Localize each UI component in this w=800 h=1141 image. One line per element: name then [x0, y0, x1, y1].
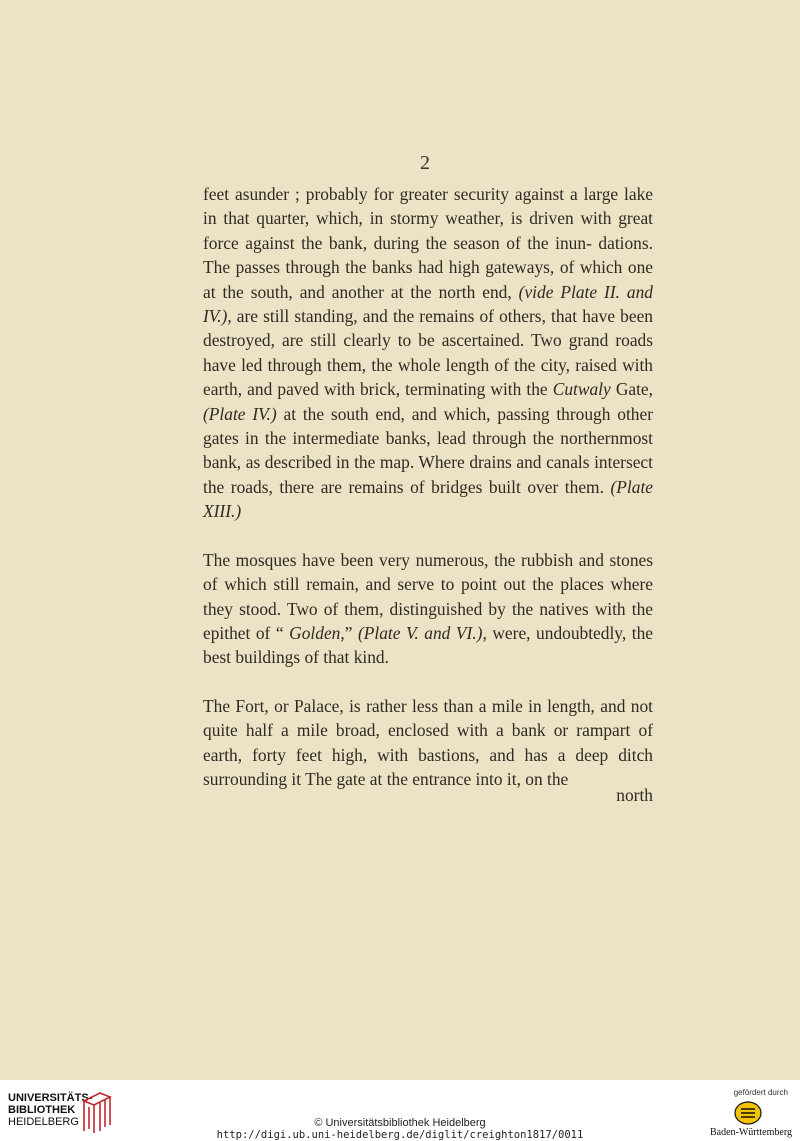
text-run: ” [344, 622, 358, 643]
italic-run: (Plate V. and VI.) [357, 622, 483, 643]
library-name-line1: UNIVERSITÄTS- [8, 1092, 93, 1104]
body-text [203, 182, 653, 815]
paragraph-1 [203, 182, 653, 524]
italic-run: (vide Plate II. and IV.) [203, 281, 653, 327]
library-name-line2: BIBLIOTHEK [8, 1104, 76, 1116]
page-number: 2 [420, 152, 430, 174]
text-run: , are still standing, and the remains of others, that have been destroyed, are still clearly to be ascertained. Two grand roads have led through them, the whole length of the city, raised with earth, and paved with brick, terminating with the [203, 306, 653, 400]
text-run: , were, undoubtedly, the best buildings of that kind. [203, 622, 654, 668]
baden-wuerttemberg-crest-icon [733, 1100, 763, 1126]
sponsor-name: Baden-Württemberg [709, 1127, 792, 1138]
italic-run: (Plate XIII.) [203, 476, 653, 522]
library-name-line3: HEIDELBERG [8, 1116, 79, 1128]
italic-run: Cutwaly [552, 379, 611, 400]
text-run: The mosques have been very numerous, the rubbish and stones of which still remain, and serve to point out the places where they stood. Two of them, distinguished by the natives with the epithet of “ [203, 549, 653, 643]
paragraph-3 [203, 694, 653, 792]
italic-run: Golden, [289, 622, 345, 643]
catchword: north [616, 785, 653, 805]
source-url-link[interactable]: http://digi.ub.uni-heidelberg.de/diglit/creighton1817/0011 [216, 1129, 584, 1141]
text-run: at the south end, and which, passing through other gates in the intermediate banks, lead through the northernmost bank, as described in the map. Where drains and canals intersect the roads, there are remains of bridges built over them. [203, 403, 654, 497]
copyright-notice: © Universitätsbibliothek Heidelberg [314, 1117, 486, 1129]
text-run: The Fort, or Palace, is rather less than a mile in length, and not quite half a mile broad, enclosed with a bank or rampart of earth, forty feet high, with bastions, and has a deep ditch surrounding it The gate at the entrance into it, on the [203, 695, 653, 789]
paragraph-2 [203, 548, 653, 670]
italic-run: (Plate IV.) [203, 403, 277, 424]
text-run: Gate, [610, 379, 653, 400]
sponsor-label: gefördert durch [733, 1088, 788, 1097]
text-run: feet asunder ; probably for greater security against a large lake in that quarter, which, in stormy weather, is driven with great force against the bank, during the season of the inun- dations. The passes through the banks had high gateways, of which one at the south, and another at the north end, [203, 184, 653, 302]
